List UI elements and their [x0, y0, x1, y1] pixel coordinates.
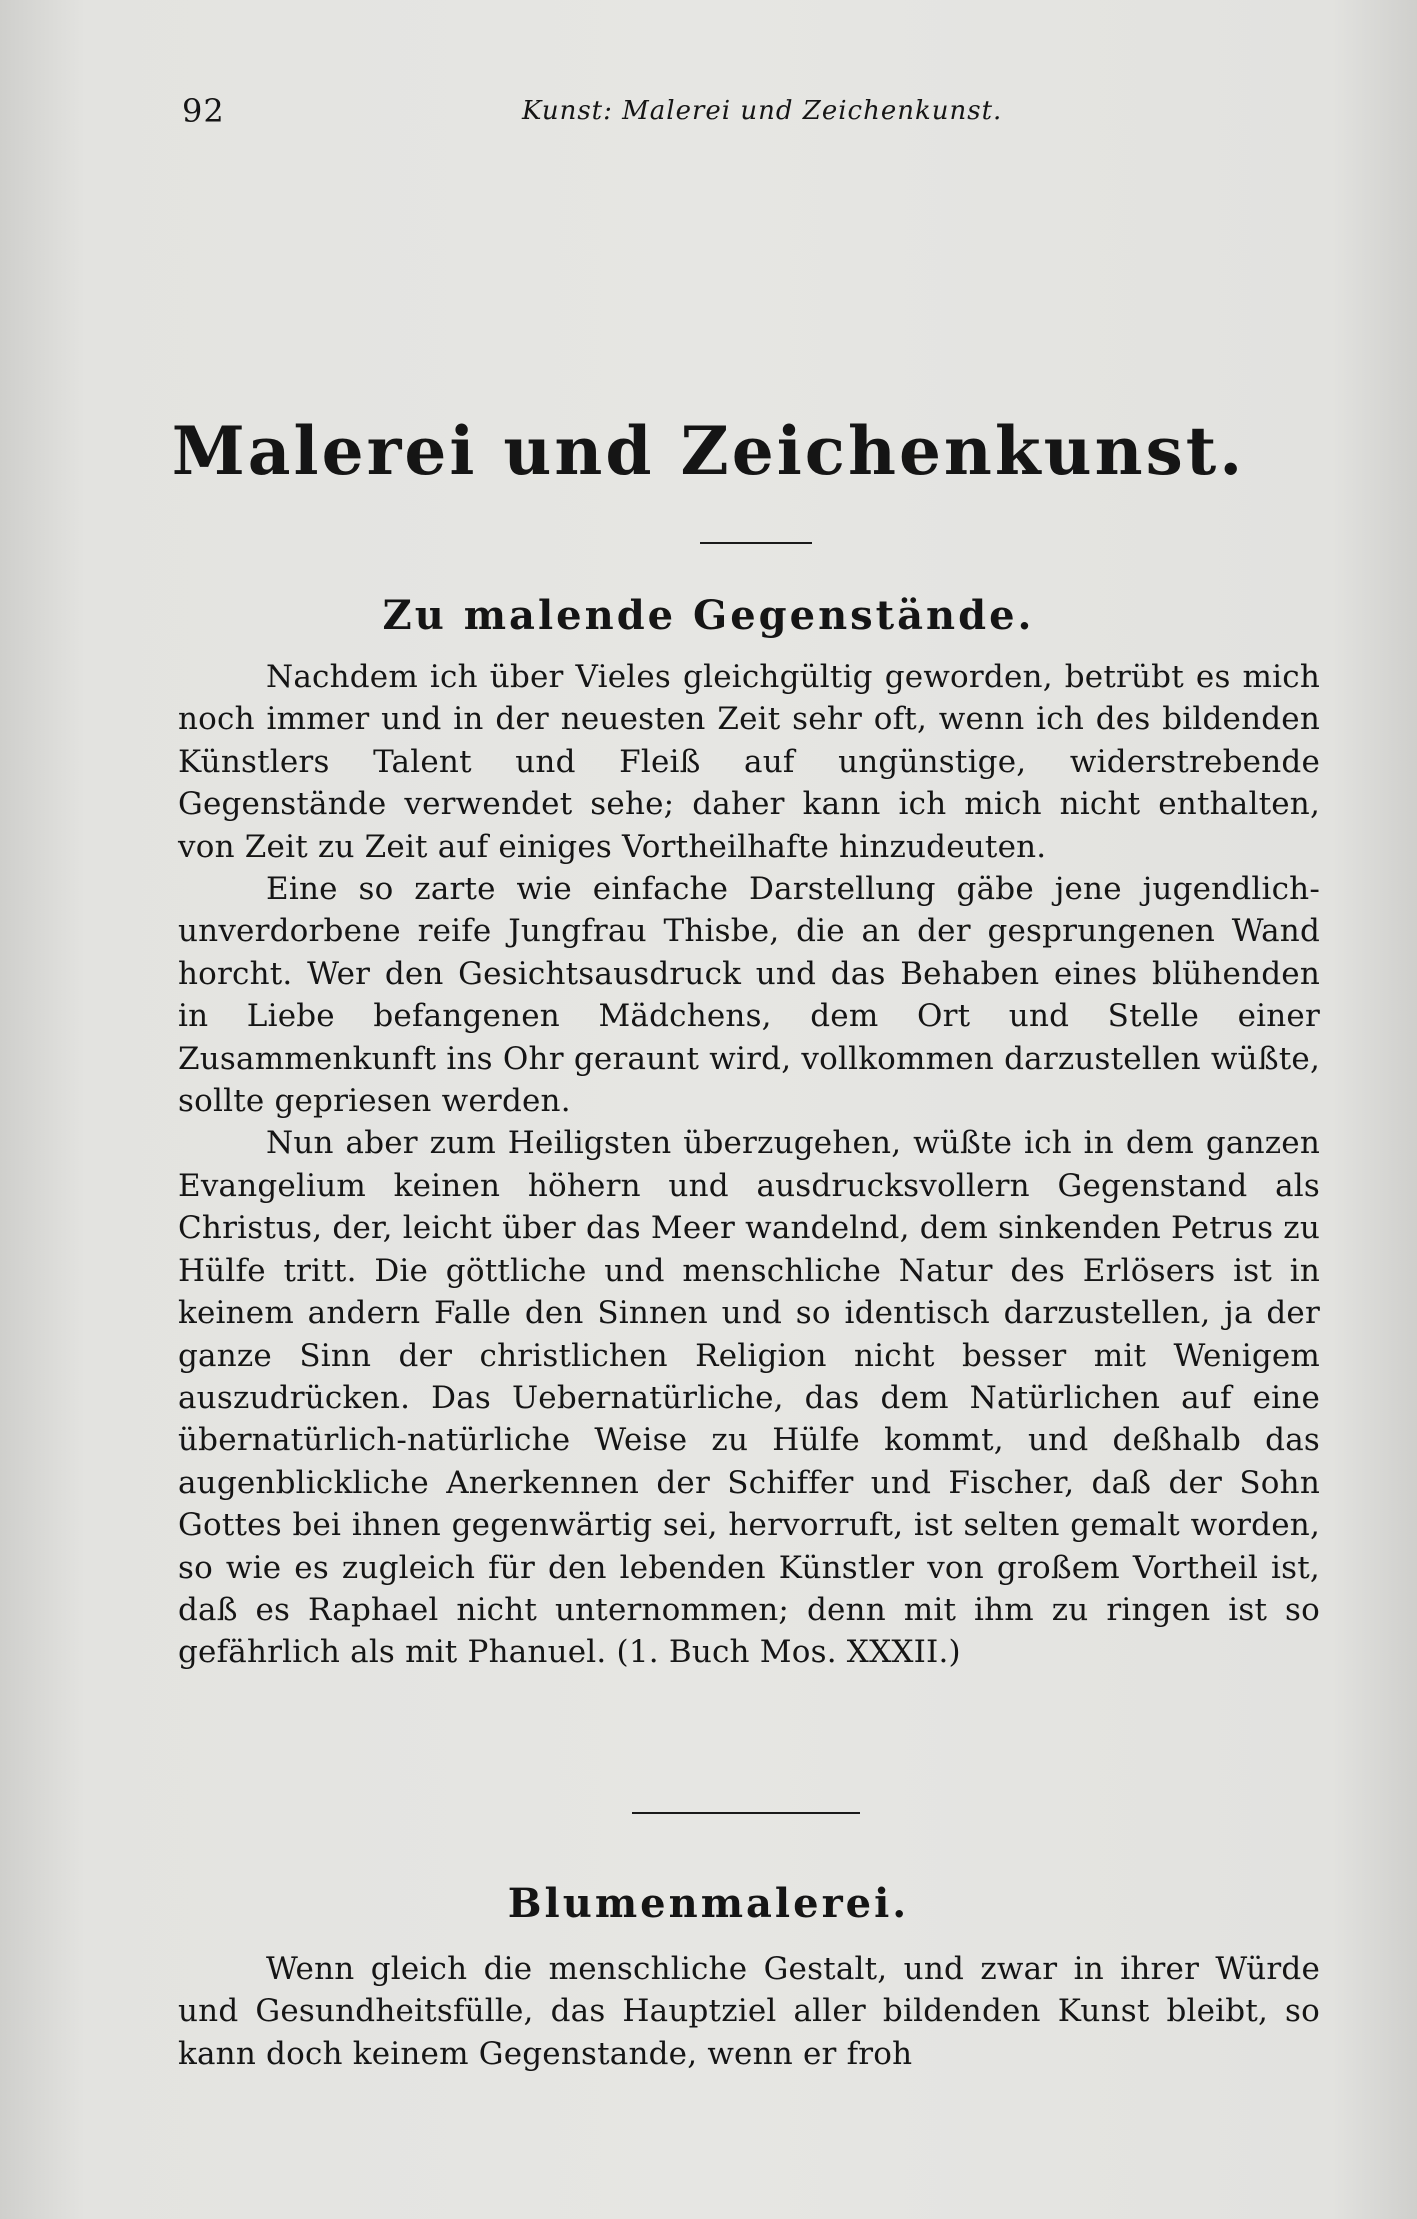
section-body-blumenmalerei — [178, 1948, 1320, 2075]
page-number: 92 — [182, 92, 225, 130]
section-divider-rule — [632, 1812, 860, 1814]
divider-rule — [700, 542, 812, 544]
running-head: Kunst: Malerei und Zeichenkunst. — [522, 96, 1003, 126]
page-header — [182, 92, 1322, 138]
chapter-title: Malerei und Zeichenkunst. — [171, 412, 1246, 490]
paragraph: Nun aber zum Heiligsten überzugehen, wüßte ich in dem ganzen Evangelium keinen höhern und ausdrucksvollern Gegenstand als Christus, der, leicht über das Meer wandelnd, dem sinkenden Petrus zu Hülfe tritt. Die göttliche und menschliche Natur des Erlösers ist in keinem andern Falle den Sinnen und so identisch darzustellen, ja der ganze Sinn der christlichen Religion nicht besser mit Wenigem auszudrücken. Das Uebernatürliche, das dem Natürlichen auf eine übernatürlich-natürliche Weise zu Hülfe kommt, und deßhalb das augenblickliche Anerkennen der Schiffer und Fischer, daß der Sohn Gottes bei ihnen gegenwärtig sei, hervorruft, ist selten gemalt worden, so wie es zugleich für den lebenden Künstler von großem Vortheil ist, daß es Raphael nicht unternommen; denn mit ihm zu ringen ist so gefährlich als mit Phanuel. (1. Buch Mos. XXXII.) — [178, 1125, 1320, 1671]
paragraph: Wenn gleich die menschliche Gestalt, und zwar in ihrer Würde und Gesundheitsfülle, das Hauptziel aller bildenden Kunst bleibt, so kann doch keinem Gegenstande, wenn er froh — [178, 1951, 1320, 2072]
section-body-gegenstaende — [178, 656, 1320, 1674]
section-title-blumenmalerei: Blumenmalerei. — [507, 1880, 910, 1927]
paragraph: Nachdem ich über Vieles gleichgültig geworden, betrübt es mich noch immer und in der neuesten Zeit sehr oft, wenn ich des bildenden Künstlers Talent und Fleiß auf ungünstige, widerstrebende Gegenstände verwendet sehe; daher kann ich mich nicht enthalten, von Zeit zu Zeit auf einiges Vortheilhafte hinzudeuten. — [178, 659, 1320, 865]
section-title-gegenstaende: Zu malende Gegenstände. — [382, 592, 1035, 639]
paragraph: Eine so zarte wie einfache Darstellung gäbe jene jugendlich-unverdorbene reife Jungfrau Thisbe, die an der gesprungenen Wand horcht. Wer den Gesichtsausdruck und das Behaben eines blühenden in Liebe befangenen Mädchens, dem Ort und Stelle einer Zusammenkunft ins Ohr geraunt wird, vollkommen darzustellen wüßte, sollte gepriesen werden. — [178, 871, 1320, 1120]
